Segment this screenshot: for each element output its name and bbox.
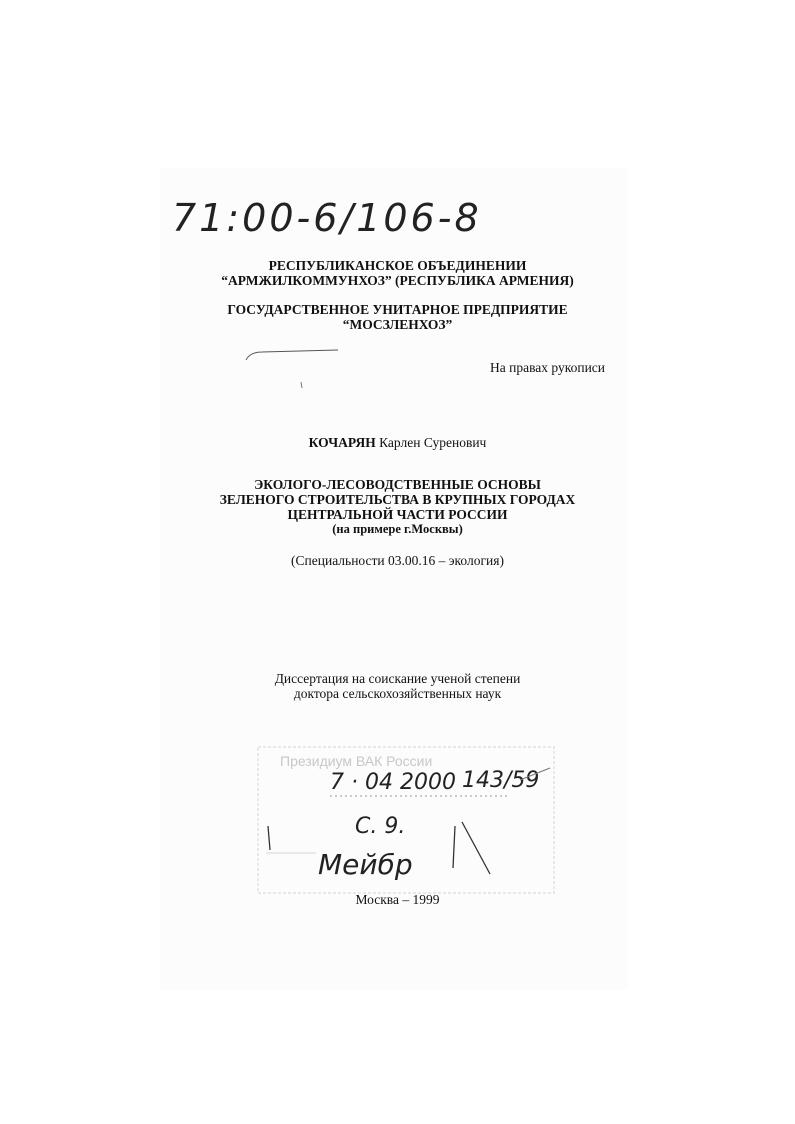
- title-line1: ЭКОЛОГО-ЛЕСОВОДСТВЕННЫЕ ОСНОВЫ: [254, 477, 541, 492]
- stamp-text: Президиум ВАК России: [280, 753, 433, 769]
- rights-note: На правах рукописи: [490, 360, 606, 375]
- author-surname: КОЧАРЯН: [308, 435, 376, 450]
- title-line2: ЗЕЛЕНОГО СТРОИТЕЛЬСТВА В КРУПНЫХ ГОРОДАХ: [219, 492, 576, 507]
- author-given-name: Карлен Суренович: [379, 435, 487, 450]
- title-line4: (на примере г.Москвы): [332, 522, 463, 536]
- specialty: (Специальности 03.00.16 – экология): [291, 553, 504, 568]
- org1-line2: “АРМЖИЛКОММУНХОЗ” (РЕСПУБЛИКА АРМЕНИЯ): [221, 273, 574, 288]
- org1-line1: РЕСПУБЛИКАНСКОЕ ОБЪЕДИНЕНИИ: [268, 258, 527, 273]
- stamp-date: 7 · 04 2000: [330, 770, 456, 795]
- org2-line1: ГОСУДАРСТВЕННОЕ УНИТАРНОЕ ПРЕДПРИЯТИЕ: [227, 302, 568, 317]
- stamp-number: 143/59: [462, 768, 540, 793]
- degree-line1: Диссертация на соискание ученой степени: [274, 671, 521, 686]
- degree-line2: доктора сельскохозяйственных наук: [293, 686, 502, 701]
- title-line3: ЦЕНТРАЛЬНОЙ ЧАСТИ РОССИИ: [287, 507, 508, 522]
- org2-line2: “МОСЗЛЕНХОЗ”: [342, 317, 453, 332]
- handwritten-catalog-number: 71:00-6/106-8: [172, 196, 482, 240]
- stamp-note: С. 9.: [355, 814, 406, 839]
- signature: Мейбр: [318, 848, 413, 881]
- city-year: Москва – 1999: [355, 892, 440, 907]
